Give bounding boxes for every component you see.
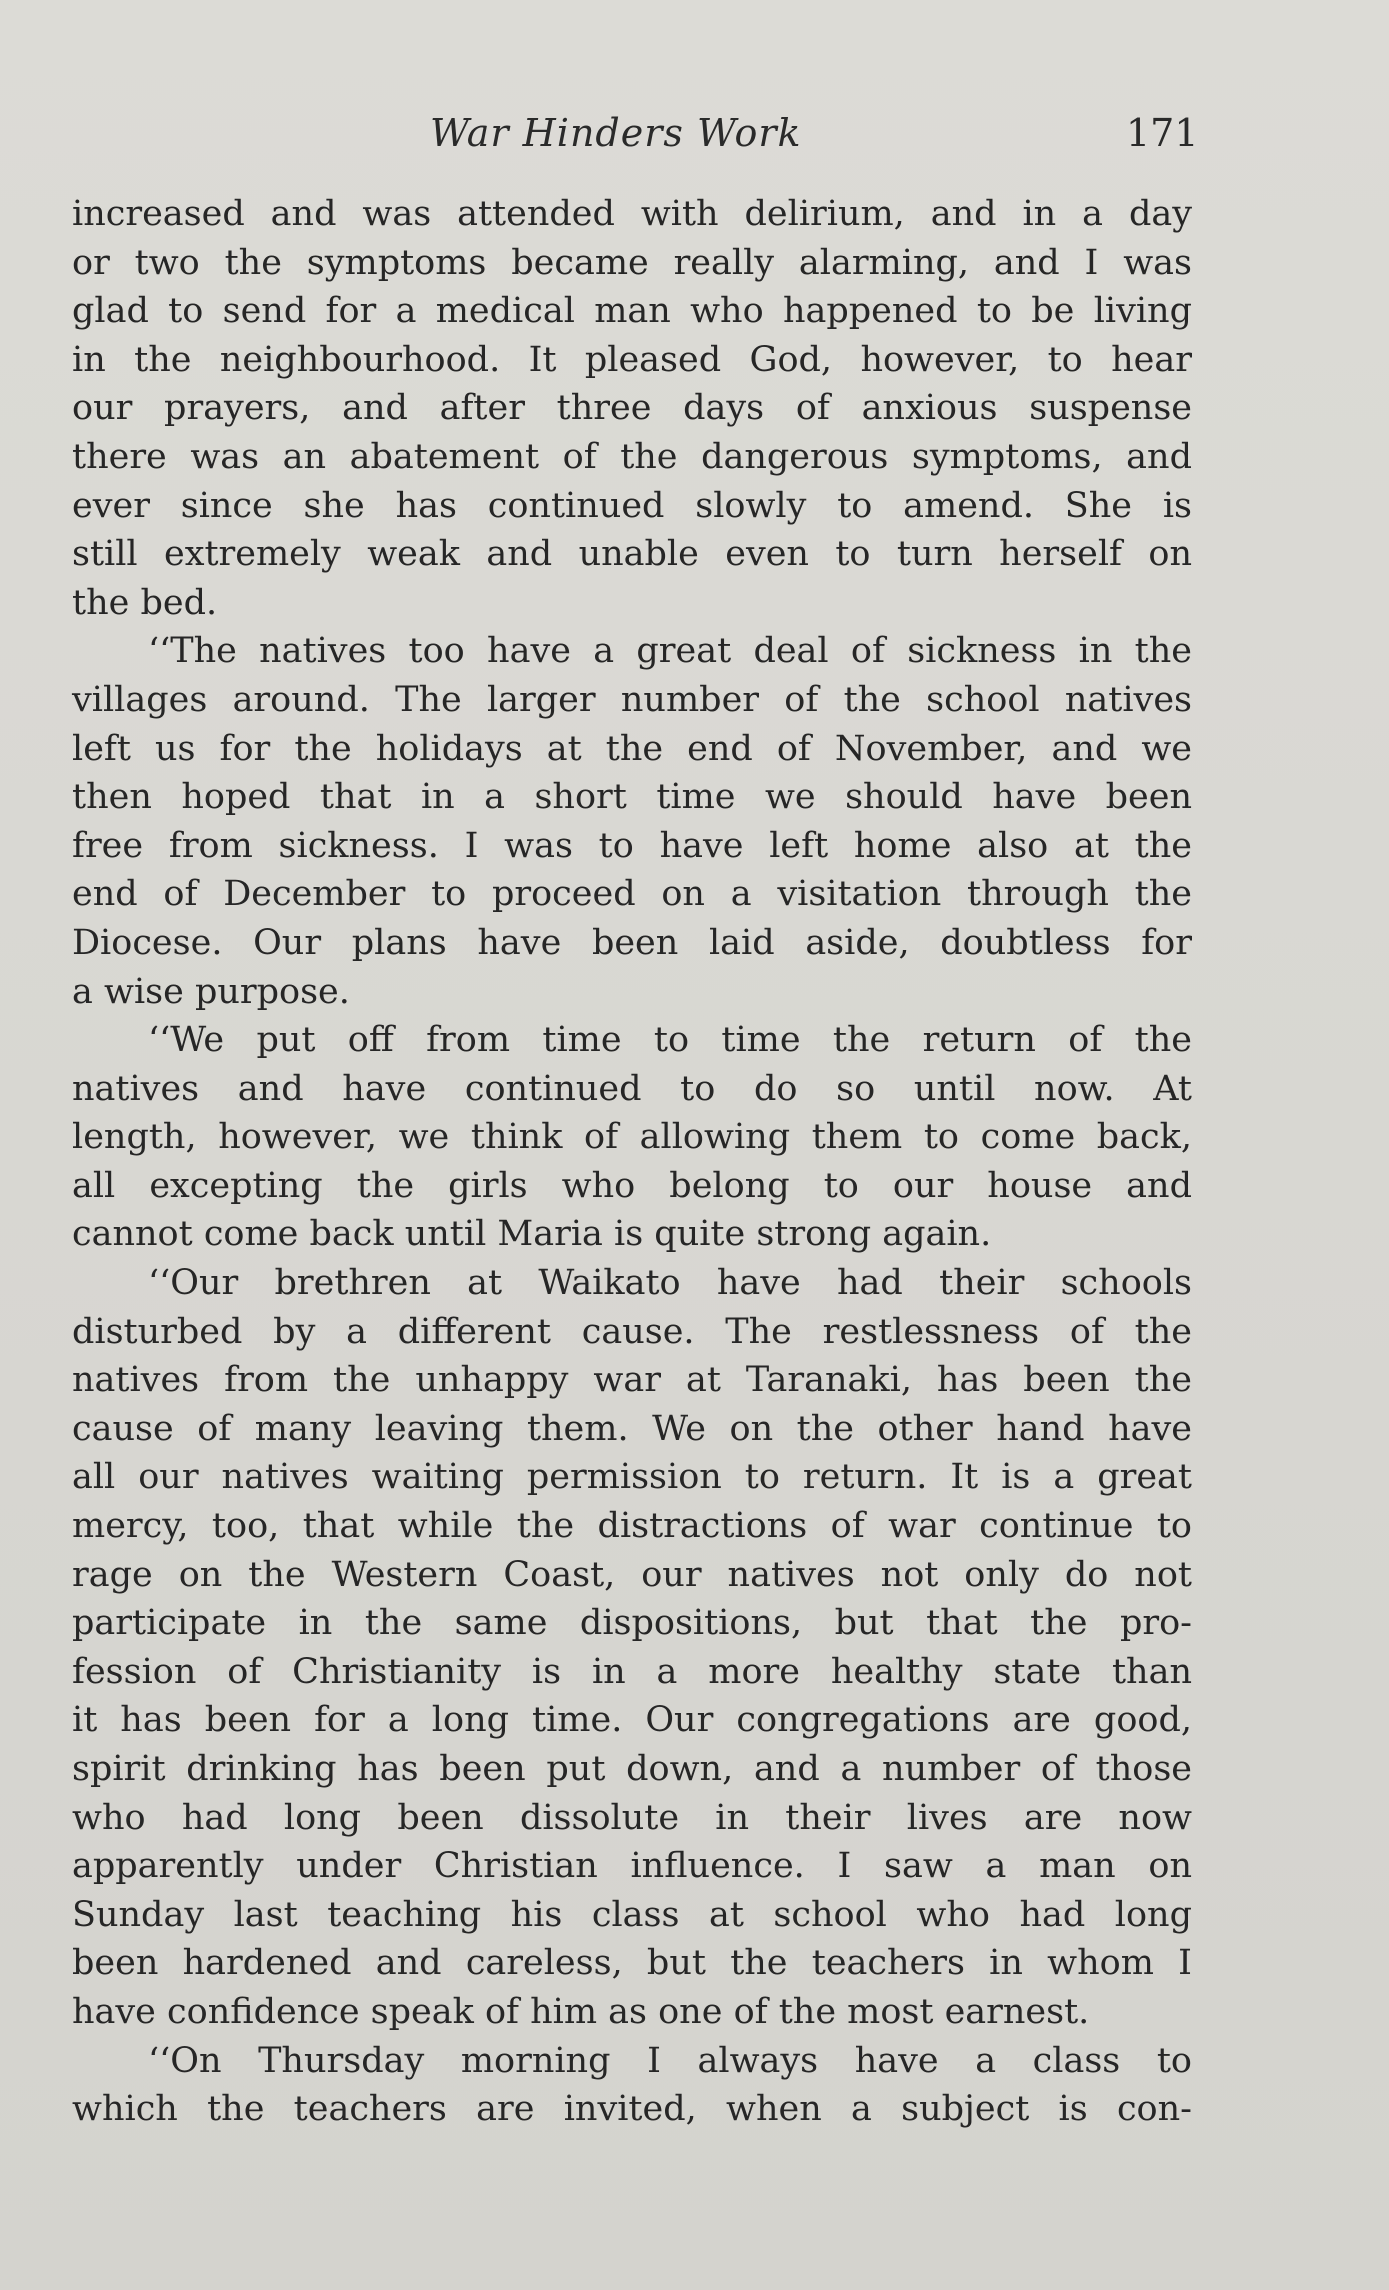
- text-line: all excepting the girls who belong to our house and: [72, 1165, 1192, 1206]
- text-line: disturbed by a different cause. The restlessness of the: [72, 1311, 1192, 1352]
- body-text: [72, 190, 1192, 2134]
- text-line: mercy, too, that while the distractions of war continue to: [72, 1506, 1192, 1547]
- text-line: ever since she has continued slowly to amend. She is: [72, 485, 1192, 526]
- text-line: have confidence speak of him as one of the most earnest.: [72, 1991, 1090, 2032]
- text-line: participate in the same dispositions, but that the pro-: [72, 1603, 1192, 1644]
- text-line: Sunday last teaching his class at school who had long: [72, 1894, 1192, 1935]
- text-line: it has been for a long time. Our congregations are good,: [72, 1700, 1192, 1741]
- page-number: 171: [1126, 111, 1199, 155]
- text-line: spirit drinking has been put down, and a number of those: [72, 1749, 1192, 1789]
- text-line: in the neighbourhood. It pleased God, however, to hear: [72, 339, 1192, 380]
- text-line: free from sickness. I was to have left home also at the: [72, 825, 1192, 866]
- text-line: cause of many leaving them. We on the other hand have: [72, 1408, 1192, 1449]
- text-line: end of December to proceed on a visitation through the: [72, 874, 1192, 915]
- text-line: length, however, we think of allowing them to come back,: [72, 1117, 1192, 1158]
- text-line: increased and was attended with delirium, and in a day: [72, 194, 1192, 234]
- text-line: ‘‘We put off from time to time the return of the: [148, 1020, 1192, 1061]
- text-line: our prayers, and after three days of anxious suspense: [72, 388, 1192, 429]
- running-title: War Hinders Work: [430, 111, 802, 155]
- text-line: natives and have continued to do so until now. At: [72, 1068, 1192, 1109]
- text-line: natives from the unhappy war at Taranaki, has been the: [72, 1360, 1192, 1401]
- text-line: who had long been dissolute in their lives are now: [72, 1797, 1192, 1838]
- text-line: left us for the holidays at the end of November, and we: [72, 728, 1192, 769]
- text-line: then hoped that in a short time we should have been: [72, 777, 1192, 818]
- text-line: ‘‘Our brethren at Waikato have had their schools: [148, 1263, 1192, 1304]
- text-line: the bed.: [72, 582, 218, 623]
- text-line: rage on the Western Coast, our natives not only do not: [72, 1554, 1192, 1595]
- text-line: been hardened and careless, but the teachers in whom I: [72, 1943, 1192, 1984]
- text-line: fession of Christianity is in a more healthy state than: [72, 1651, 1192, 1692]
- text-line: or two the symptoms became really alarming, and I was: [72, 242, 1192, 283]
- text-line: a wise purpose.: [72, 971, 350, 1012]
- running-head: [0, 103, 1389, 163]
- text-line: apparently under Christian influence. I saw a man on: [72, 1846, 1192, 1887]
- text-line: Diocese. Our plans have been laid aside, doubtless for: [72, 922, 1192, 963]
- text-line: glad to send for a medical man who happened to be living: [72, 291, 1192, 332]
- text-line: all our natives waiting permission to return. It is a great: [72, 1457, 1192, 1498]
- text-line: still extremely weak and unable even to turn herself on: [72, 534, 1192, 575]
- text-line: ‘‘On Thursday morning I always have a class to: [148, 2040, 1192, 2081]
- text-line: which the teachers are invited, when a subject is con-: [72, 2089, 1192, 2130]
- text-line: villages around. The larger number of the school natives: [72, 679, 1192, 720]
- text-line: there was an abatement of the dangerous symptoms, and: [72, 436, 1192, 477]
- text-line: ‘‘The natives too have a great deal of sickness in the: [148, 631, 1192, 672]
- text-line: cannot come back until Maria is quite strong again.: [72, 1214, 992, 1255]
